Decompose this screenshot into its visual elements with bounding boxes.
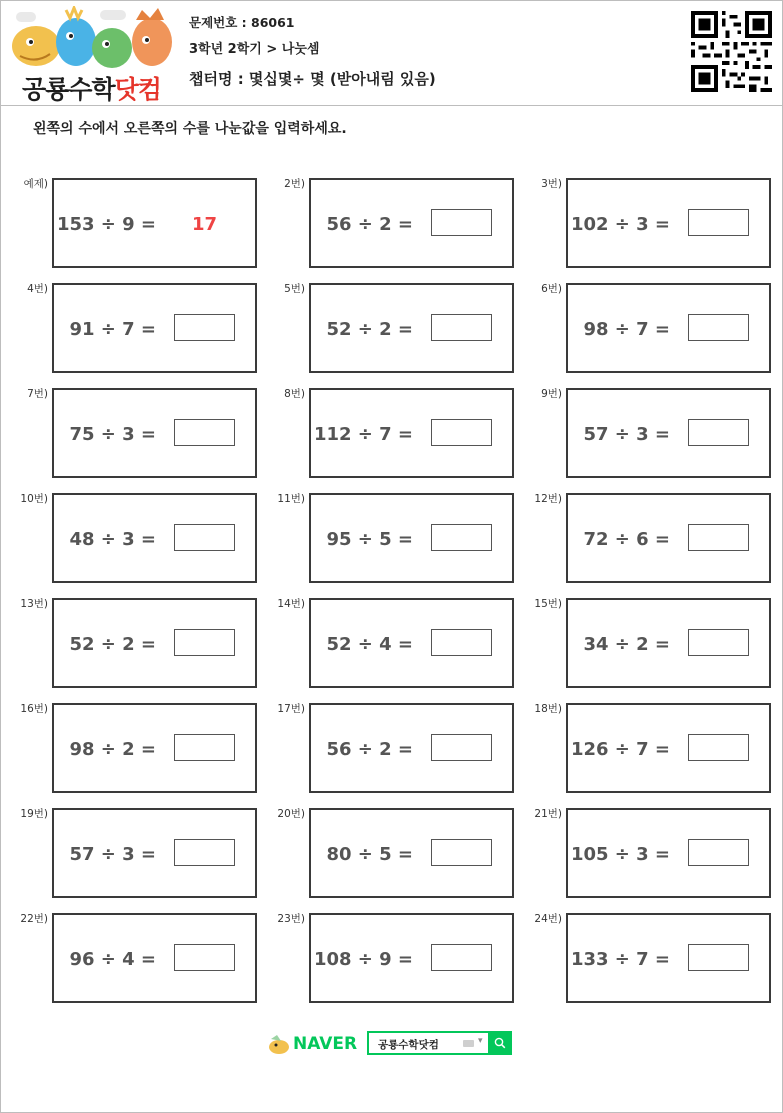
answer-input[interactable] [688,839,749,866]
problem-expression: 98 ÷ 7 = [583,319,670,340]
problem-cell [0,911,257,1016]
problem-expression: 48 ÷ 3 = [69,529,156,550]
problem-label: 15번) [534,598,562,610]
logo-wordmark [22,70,161,106]
problem-expression: 57 ÷ 3 = [69,844,156,865]
problem-expression: 126 ÷ 7 = [570,739,670,760]
problem-card [566,598,771,688]
problem-expression: 56 ÷ 2 = [326,214,413,235]
dinosaur-mascots-icon [8,6,176,70]
problem-cell [514,596,771,701]
problem-label: 22번) [20,913,48,925]
problem-label: 3번) [541,178,562,190]
problem-expression: 72 ÷ 6 = [583,529,670,550]
problem-expression: 133 ÷ 7 = [570,949,670,970]
problem-cell [257,491,514,596]
problem-label: 7번) [27,388,48,400]
problem-label: 17번) [277,703,305,715]
problem-expression: 52 ÷ 4 = [326,634,413,655]
problem-card [52,388,257,478]
problem-cell [0,596,257,701]
search-query[interactable]: 공룡수학닷컴 [378,1039,439,1051]
problem-card [52,808,257,898]
problem-cell [514,386,771,491]
problem-card [52,913,257,1003]
problem-cell [0,176,257,281]
search-icon [494,1037,506,1049]
problem-card [566,703,771,793]
dinosaur-mini-icon [267,1033,293,1055]
answer-input[interactable] [174,524,235,551]
problem-card [566,913,771,1003]
problem-cell [514,911,771,1016]
problem-card [309,493,514,583]
problem-card [52,178,257,268]
logo-text-main: 공룡수학 [22,75,115,104]
answer-input[interactable] [688,629,749,656]
answer-input[interactable] [174,839,235,866]
problem-label: 19번) [20,808,48,820]
problem-card [566,388,771,478]
problem-cell [514,806,771,911]
problem-cell [514,281,771,386]
problem-card [309,598,514,688]
problem-card [566,283,771,373]
naver-search-box[interactable] [367,1031,512,1055]
problem-label: 8번) [284,388,305,400]
answer-input[interactable] [688,734,749,761]
problem-cell [257,281,514,386]
problem-label: 18번) [534,703,562,715]
answer-input[interactable] [688,944,749,971]
problem-expression: 57 ÷ 3 = [583,424,670,445]
problem-expression: 95 ÷ 5 = [326,529,413,550]
problem-card [566,178,771,268]
problem-card [566,808,771,898]
answer-input[interactable] [174,314,235,341]
problem-card [52,283,257,373]
answer-input[interactable] [688,524,749,551]
answer-input[interactable] [174,629,235,656]
answer-input[interactable] [174,944,235,971]
problem-label: 14번) [277,598,305,610]
problem-cell [514,491,771,596]
qr-code-icon[interactable] [691,11,772,92]
problem-card [52,598,257,688]
answer-input[interactable] [431,944,492,971]
problem-cell [514,701,771,806]
problem-cell [0,281,257,386]
problem-expression: 52 ÷ 2 = [326,319,413,340]
chevron-down-icon[interactable]: ▾ [478,1036,483,1046]
header-divider [0,105,783,106]
problem-cell [257,596,514,701]
problem-label: 23번) [277,913,305,925]
problem-expression: 91 ÷ 7 = [69,319,156,340]
problem-card [52,703,257,793]
problem-label: 24번) [534,913,562,925]
problem-label: 5번) [284,283,305,295]
problem-card [309,178,514,268]
answer-input[interactable] [431,524,492,551]
problem-cell [514,176,771,281]
problem-expression: 34 ÷ 2 = [583,634,670,655]
problem-card [52,493,257,583]
answer-input[interactable] [174,419,235,446]
keyboard-icon[interactable] [463,1040,474,1047]
problem-cell [257,806,514,911]
answer-input[interactable] [431,734,492,761]
problem-label: 13번) [20,598,48,610]
answer-input[interactable] [688,314,749,341]
problem-expression: 56 ÷ 2 = [326,739,413,760]
problem-cell [257,386,514,491]
search-button[interactable] [488,1031,512,1055]
problem-expression: 102 ÷ 3 = [570,214,670,235]
problem-expression: 52 ÷ 2 = [69,634,156,655]
problem-number: 문제번호 : 86061 [189,15,295,30]
problem-label: 6번) [541,283,562,295]
problem-label: 11번) [277,493,305,505]
problem-cell [257,911,514,1016]
problem-label: 4번) [27,283,48,295]
problem-expression: 105 ÷ 3 = [570,844,670,865]
chapter-title: 챕터명 : 몇십몇÷ 몇 (받아내림 있음) [189,70,436,88]
problem-label: 21번) [534,808,562,820]
naver-logo[interactable] [267,1031,357,1057]
problem-label: 16번) [20,703,48,715]
problem-label: 10번) [20,493,48,505]
answer-input[interactable] [174,734,235,761]
problem-label: 9번) [541,388,562,400]
problem-cell [0,701,257,806]
answer-input[interactable] [688,419,749,446]
problem-card [309,913,514,1003]
problem-label: 예제) [23,178,48,190]
problem-card [566,493,771,583]
problem-cell [0,491,257,596]
problem-expression: 153 ÷ 9 = [56,214,156,235]
instruction-text: 왼쪽의 수에서 오른쪽의 수를 나눈값을 입력하세요. [33,121,347,137]
answer-input[interactable] [431,209,492,236]
naver-logo-text: NAVER [293,1034,358,1054]
problem-label: 2번) [284,178,305,190]
problem-cell [0,806,257,911]
answer-input[interactable] [688,209,749,236]
problem-cell [257,176,514,281]
answer-input[interactable] [431,629,492,656]
problem-cell [0,386,257,491]
problem-card [309,703,514,793]
problem-expression: 112 ÷ 7 = [313,424,413,445]
problem-expression: 80 ÷ 5 = [326,844,413,865]
answer-input[interactable] [431,314,492,341]
course-breadcrumb: 3학년 2학기 > 나눗셈 [189,42,320,57]
site-logo[interactable] [8,6,176,104]
problem-expression: 75 ÷ 3 = [69,424,156,445]
answer-input[interactable] [431,839,492,866]
problem-expression: 96 ÷ 4 = [69,949,156,970]
problem-card [309,808,514,898]
example-answer: 17 [191,214,218,235]
problem-card [309,283,514,373]
problem-cell [257,701,514,806]
problem-label: 12번) [534,493,562,505]
logo-text-accent: 닷컴 [114,75,161,104]
problem-card [309,388,514,478]
problem-expression: 98 ÷ 2 = [69,739,156,760]
answer-input[interactable] [431,419,492,446]
problem-label: 20번) [277,808,305,820]
problem-expression: 108 ÷ 9 = [313,949,413,970]
